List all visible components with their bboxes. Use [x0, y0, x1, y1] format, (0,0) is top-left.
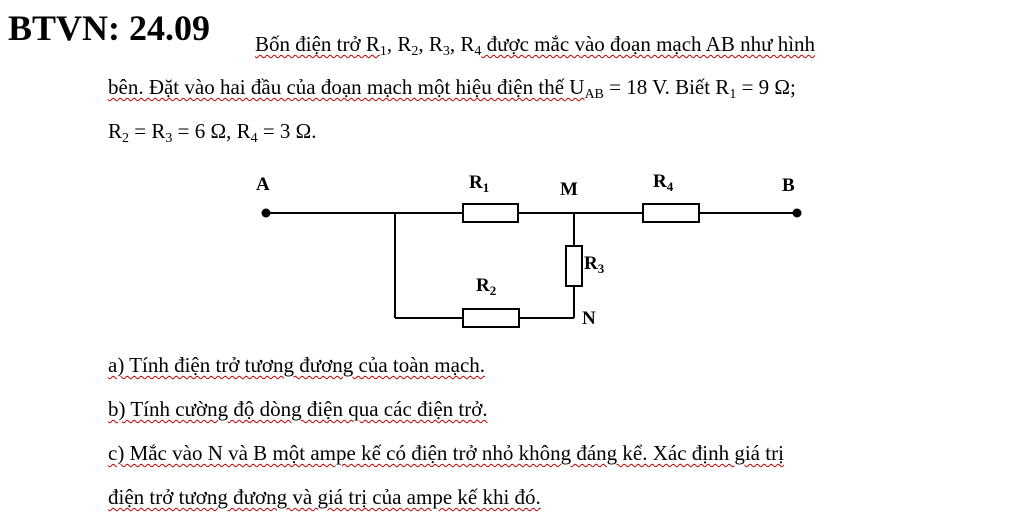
label-r2: $R_2$	[476, 275, 497, 298]
terminal-a	[262, 209, 271, 218]
subscript: 2	[411, 44, 419, 59]
intro-text: , R	[418, 32, 443, 56]
question-b: b) Tính cường độ dòng điện qua các điện trở.	[108, 397, 488, 421]
question-a: a) Tính điện trở tương đương của toàn mạch.	[108, 353, 486, 377]
subscript: 4	[250, 131, 258, 146]
intro-text: , R	[386, 32, 412, 56]
page-title: BTVN: 24.09	[8, 8, 211, 48]
intro-text: , R	[449, 32, 475, 56]
resistor-r3	[566, 246, 582, 286]
resistor-r4	[643, 204, 699, 222]
intro-text: = R	[129, 119, 166, 143]
label-r3: $R_3$	[584, 253, 605, 276]
subscript: AB	[584, 87, 604, 102]
label-node-b: B	[782, 175, 795, 196]
intro-text: = 6 Ω, R	[172, 119, 251, 143]
terminal-b	[793, 209, 802, 218]
intro-text: được mắc vào đoạn mạch AB như hình	[481, 32, 816, 56]
intro-text: Bốn điện trở R	[255, 32, 380, 56]
subscript: 2	[122, 131, 130, 146]
intro-text: = 18 V. Biết R	[603, 75, 730, 99]
question-c-line-2: điện trở tương đương và giá trị của ampe kế khi đó.	[108, 485, 541, 509]
subscript: 1	[729, 87, 737, 102]
label-node-n: N	[582, 308, 596, 329]
intro-text: R	[108, 119, 123, 143]
subscript: 4	[474, 44, 482, 59]
label-node-m: M	[560, 179, 578, 200]
subscript: 1	[379, 44, 387, 59]
intro-text: = 3 Ω.	[257, 119, 317, 143]
label-r1: $R_1$	[469, 172, 490, 195]
intro-text: bên. Đặt vào hai đầu của đoạn mạch một hiệu điện thế U	[108, 75, 585, 99]
label-r4: $R_4$	[653, 171, 674, 194]
label-node-a: A	[256, 174, 270, 195]
subscript: 3	[165, 131, 173, 146]
resistor-r1	[463, 204, 518, 222]
question-c-line-1: c) Mắc vào N và B một ampe kế có điện trở nhỏ không đáng kể. Xác định giá trị	[108, 441, 784, 465]
subscript: 3	[442, 44, 450, 59]
resistor-r2	[463, 309, 519, 327]
intro-text: = 9 Ω;	[736, 75, 796, 99]
